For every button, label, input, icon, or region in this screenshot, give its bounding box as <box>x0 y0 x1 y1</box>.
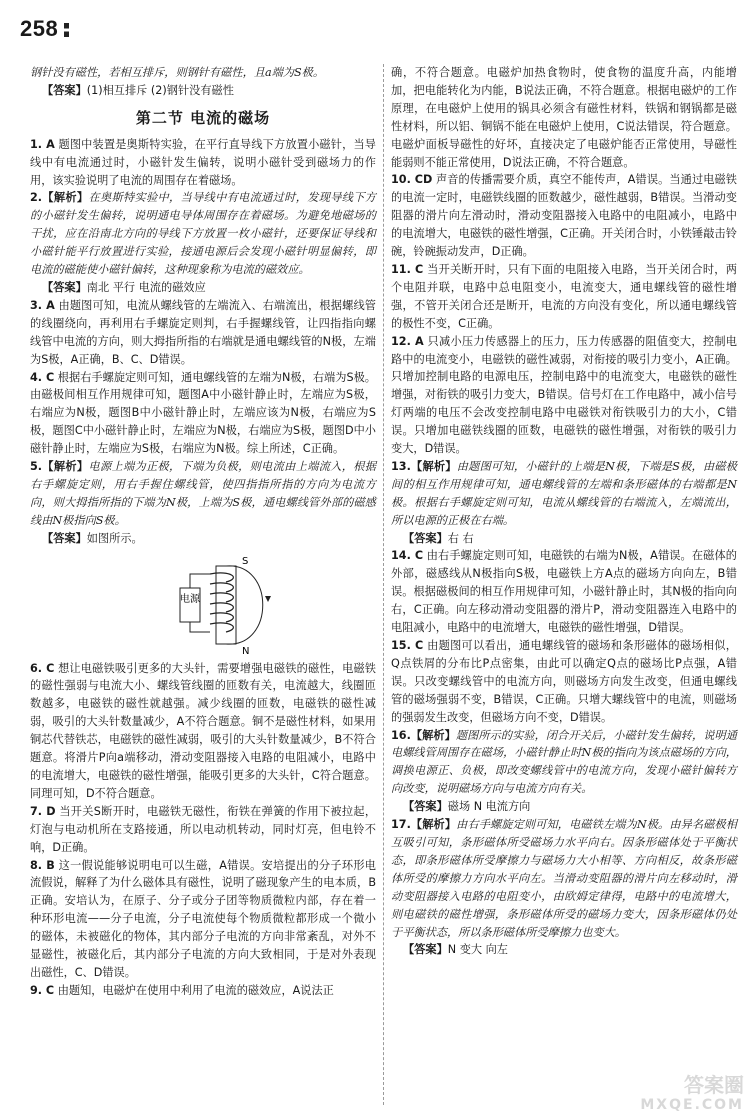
analysis-text: 在奥斯特实验中，当导线中有电流通过时，发现导线下方的小磁针发生偏转，说明通电导体周围存在着磁场。为避免地磁场的干扰，应在沿南北方向的导线下方放置一枚小磁针，还要保证导线和小磁针能平行放置进行实验，接通电源后会发现小磁针明显偏转，即电流的磁能使小磁针偏转，这种现象称为电流的磁效应。 <box>30 191 376 277</box>
analysis-tag: 【解析】 <box>42 191 89 205</box>
question-number: 5. <box>30 460 43 474</box>
answer-text: 南北 平行 电流的磁效应 <box>86 280 206 294</box>
wire-bottom <box>190 622 210 632</box>
question-9 <box>30 982 376 1000</box>
analysis-text: 由题图可知，小磁针的上端是N极，下端是S极，由磁极间的相互作用规律可知，通电螺线管的左端和条形磁体的右端都是N极。根据右手螺旋定则可知，电流从螺线管的右端流入，左端流出，所以电源的正极在右端。 <box>391 459 737 527</box>
question-text: 当开关断开时，只有下面的电阻接入电路，当开关闭合时，两个电阻并联，电路中总电阻变小，电流变大，通电螺线管的磁性增强，不管开关闭合还是断开，电流的方向没有变化，所以通电螺线管的极性不变，C正确。 <box>391 262 737 330</box>
answer-tag: 【答案】 <box>403 800 448 814</box>
section-title: 第二节 电流的磁场 <box>135 108 271 127</box>
analysis-2: 2.【解析】在奥斯特实验中，当导线中有电流通过时，发现导线下方的小磁针发生偏转，说明通电导体周围存在着磁场。为避免地磁场的干扰，应在沿南北方向的导线下方放置一枚小磁针，还要保证导线和小磁针能平行放置进行实验，接通电源后会发现小磁针明显偏转，即电流的磁能使小磁针偏转，这种现象称为电流的磁效应。 <box>30 191 376 277</box>
answer-line <box>30 82 376 100</box>
answer-line <box>391 798 737 816</box>
question-text: 当开关S断开时，电磁铁无磁性，衔铁在弹簧的作用下被拉起，灯泡与电动机所在支路接通，所以电动机转动，同时灯亮，但电铃不响，D正确。 <box>30 804 377 854</box>
question-12 <box>391 333 737 458</box>
question-16 <box>391 727 737 799</box>
answer-text: 磁场 N 电流方向 <box>447 800 531 814</box>
question-number: 15. C <box>391 639 424 652</box>
question-17 <box>391 816 737 941</box>
watermark-logo <box>568 1075 744 1115</box>
question-number: 13. <box>391 459 411 473</box>
question-text: 只减小压力传感器上的压力，压力传感器的阻值变大，控制电路中的电流变小，电磁铁的磁性减弱，对衔接的吸引力变小，A正确。只增加控制电路的电源电压，控制电路中的电流变大，电磁铁的磁性增强，对衔铁的吸引力变大，B错误。信号灯在工作电路中，减小信号灯两端的电压不会改变控制电路中电磁铁对衔铁吸引力的大小，C错误。只增加电磁铁线圈的匝数，电磁铁的磁性增强，对衔铁的吸引力变大，D错误。 <box>391 334 737 456</box>
wire-top <box>190 574 210 588</box>
analysis-tag: 【解析】 <box>410 728 456 742</box>
analysis-text: 电源上端为正极，下端为负极，则电流由上端流入，根据右手螺旋定则，用右手握住螺线管，使四指指所指的方向为电流方向，则大拇指所指的下端为N极，上端为S极，通电螺线管外部的磁感线由N极指向S极。 <box>30 460 376 527</box>
question-5 <box>30 458 376 530</box>
question-number: 7. D <box>30 804 56 818</box>
question-14 <box>391 547 737 637</box>
answer-line <box>391 941 737 959</box>
solenoid-diagram <box>30 552 376 658</box>
answer-text: N 变大 向左 <box>447 943 508 957</box>
question-text: 想让电磁铁吸引更多的大头针，需要增强电磁铁的磁性，电磁铁的磁性强弱与电流大小、螺线管线圈的匝数有关，电流越大，线圈匝数越多，电磁铁的磁性就越强。减少线圈的匝数，电磁铁的磁性减弱，吸引的大头针数量减少，A不符合题意。铜不是磁性材料，如果用铜芯代替铁芯，电磁铁的磁性减弱，吸引的大头针数量减少，B不符合题意。将滑片P向a端移动，滑动变阻器接入电路的电阻减小，电路中的电流增大，电磁铁的磁性增强，能吸引更多的大头针，C符合题意。同理可知，D不符合题意。 <box>30 661 376 800</box>
question-number: 1. A <box>30 137 55 151</box>
question-number: 10. CD <box>391 173 433 187</box>
question-text: 由题图可知，电流从螺线管的左端流入、右端流出，根据螺线管的线圈绕向，再利用右手螺旋定则判，右手握螺线管，让四指指向螺线管中电流的方向，则大拇指所指的右端就是通电螺线管的N极，左端为S极，A正确，B、C、D错误。 <box>30 298 376 366</box>
field-arrow-icon <box>265 596 271 602</box>
question-number: 8. B <box>30 858 55 872</box>
question-number: 6. C <box>30 661 55 675</box>
continuation-text: 确，不符合题意。电磁炉加热食物时，使食物的温度升高，内能增加，把电能转化为内能，B说法正确，不符合题意。根据电磁炉的工作原理，在电磁炉上使用的锅具必须含有磁性材料，铁锅和钢锅都是磁性材料，所以铝、铜锅不能在电磁炉上使用，C说法错误，符合题意。电磁炉面板导磁性的好坏，直接决定了电磁炉能否正常使用，导磁性能弱则不能正常使用，D说法正确，不符合题意。 <box>391 66 737 169</box>
answer-text: (1)相互排斥 (2)钢针没有磁性 <box>86 83 234 97</box>
answer-tag: 【答案】 <box>42 280 87 294</box>
answer-line <box>30 530 376 548</box>
left-column <box>30 64 376 1000</box>
question-number: 12. A <box>391 334 424 348</box>
question-13 <box>391 458 737 530</box>
answer-line <box>30 279 376 297</box>
answer-tag: 【答案】 <box>42 83 87 97</box>
right-column <box>391 64 737 959</box>
question-text: 题图中装置是奥斯特实验，在平行直导线下方放置小磁针，当导线中有电流通过时，小磁针发生偏转，说明小磁针受到磁场力的作用，该实验说明了电流的周围存在着磁场。 <box>30 137 376 187</box>
answer-text: 右 右 <box>447 531 474 545</box>
page-marker-icon <box>64 23 69 37</box>
question-1 <box>30 136 376 190</box>
question-number: 9. C <box>30 983 55 997</box>
power-label: 电源 <box>180 593 200 605</box>
page-number: 258 <box>20 16 69 42</box>
question-11 <box>391 261 737 333</box>
question-text: 根据右手螺旋定则可知，通电螺线管的左端为N极，右端为S极。由磁极间相互作用规律可知，题图A中小磁针静止时，左端应为S极，右端应为N极，题图B中小磁针静止时，左端应该为N极，右端应为S极，题图C中小磁针静止时，左端应为N极，右端应为S极，题图D中小磁针静止时，左端应为S极，右端应为N极。综上所述，C正确。 <box>30 370 376 456</box>
paragraph: 钢针没有磁性，若相互排斥，则钢针有磁性，且a端为S极。 <box>30 66 325 79</box>
column-divider <box>383 64 384 1105</box>
answer-line <box>391 530 737 548</box>
question-15 <box>391 637 737 727</box>
question-text: 由右手螺旋定则可知，电磁铁的右端为N极，A错误。在磁体的外部，磁感线从N极指向S极，电磁铁上方A点的磁场方向向左，B错误。根据磁极间的相互作用规律可知，小磁针静止时，其N极的指向向右，C正确。向左移动滑动变阻器的滑片P，滑动变阻器连入电路中的电阻减小，电路中的电流增大，电磁铁的磁性增强，D错误。 <box>391 549 737 635</box>
question-number: 17. <box>391 818 411 832</box>
question-8 <box>30 857 376 982</box>
question-3 <box>30 297 376 369</box>
question-10 <box>391 171 737 261</box>
question-number: 3. A <box>30 298 55 312</box>
question-number: 11. C <box>391 262 424 276</box>
watermark-line-2: MXQE.COM <box>640 1097 744 1113</box>
question-text: 由题图可以看出，通电螺线管的磁场和条形磁体的磁场相似，Q点铁屑的分布比P点密集，由此可以确定Q点的磁场比P点强，A错误。只改变螺线管中的电流方向，则磁场方向发生改变，但通电螺线管的磁场强弱不变，B错误，C正确。只增大螺线管中的电流，则磁场的强弱发生改变，但磁场方向不变，D错误。 <box>391 639 737 724</box>
answer-tag: 【答案】 <box>403 531 448 545</box>
analysis-text: 题图所示的实验，闭合开关后，小磁针发生偏转，说明通电螺线管周围存在磁场，小磁针静止时N极的指向为该点磁场的方向，调换电源正、负极，即改变螺线管中的电流方向，发现小磁针偏转方向改变，说明磁场方向与电流方向有关。 <box>391 728 737 796</box>
solenoid-figure <box>30 552 376 658</box>
label-s: S <box>242 555 249 567</box>
coil <box>210 572 233 631</box>
question-number: 16. <box>391 728 411 742</box>
question-text: 由题知，电磁炉在使用中利用了电流的磁效应，A说法正 <box>57 983 334 997</box>
answer-text: 如图所示。 <box>86 531 143 545</box>
question-6 <box>30 660 376 803</box>
question-number: 4. C <box>30 370 55 384</box>
analysis-tag: 【解析】 <box>410 818 457 832</box>
question-number: 14. C <box>391 549 424 563</box>
question-7 <box>30 803 376 857</box>
question-4 <box>30 369 376 459</box>
answer-tag: 【答案】 <box>42 531 87 545</box>
watermark-line-1: 答案圈 <box>684 1073 744 1097</box>
label-n: N <box>242 645 250 657</box>
analysis-tag: 【解析】 <box>42 460 89 474</box>
question-text: 声音的传播需要介质，真空不能传声，A错误。当通过电磁铁的电流一定时，电磁铁线圈的匝数越少，磁性越弱，B错误。当滑动变阻器的滑片向左滑动时，滑动变阻器接入电路中的电阻减小，电路中的电流增大，电磁铁的磁性增强，C正确。开关闭合时，小铁锤敲击铃碗，铃碗振动发声，D正确。 <box>391 173 737 259</box>
analysis-tag: 【解析】 <box>410 459 457 473</box>
answer-tag: 【答案】 <box>403 943 448 957</box>
question-text: 这一假说能够说明电可以生磁，A错误。安培提出的分子环形电流假说，解释了为什么磁体具有磁性，说明了磁现象产生的电本质，B正确。安培认为，在原子、分子或分子团等物质微粒内部，存在着一种环形电流——分子电流，分子电流使每个物质微粒都形成一个微小的磁体，未被磁化的物体，其内部分子电流的方向非常紊乱，对外不显磁性，被磁化后，其内部分子电流的方向大致相同，于是对外表现出磁性，C、D错误。 <box>30 858 376 979</box>
analysis-text: 由右手螺旋定则可知，电磁铁左端为N极。由异名磁极相互吸引可知，条形磁体所受磁场力水平向右。因条形磁体处于平衡状态，即条形磁体所受摩擦力与磁场力大小相等、方向相反，故条形磁体所受的摩擦力方向水平向左。当滑动变阻器的滑片向左移动时，滑动变阻器接入电路的电阻变小，由欧姆定律得，电路中的电流增大，则电磁铁的磁性增强，条形磁体所受的磁场力变大，因条形磁体仍处于平衡状态，所以条形磁体所受摩擦力也变大。 <box>391 818 737 939</box>
